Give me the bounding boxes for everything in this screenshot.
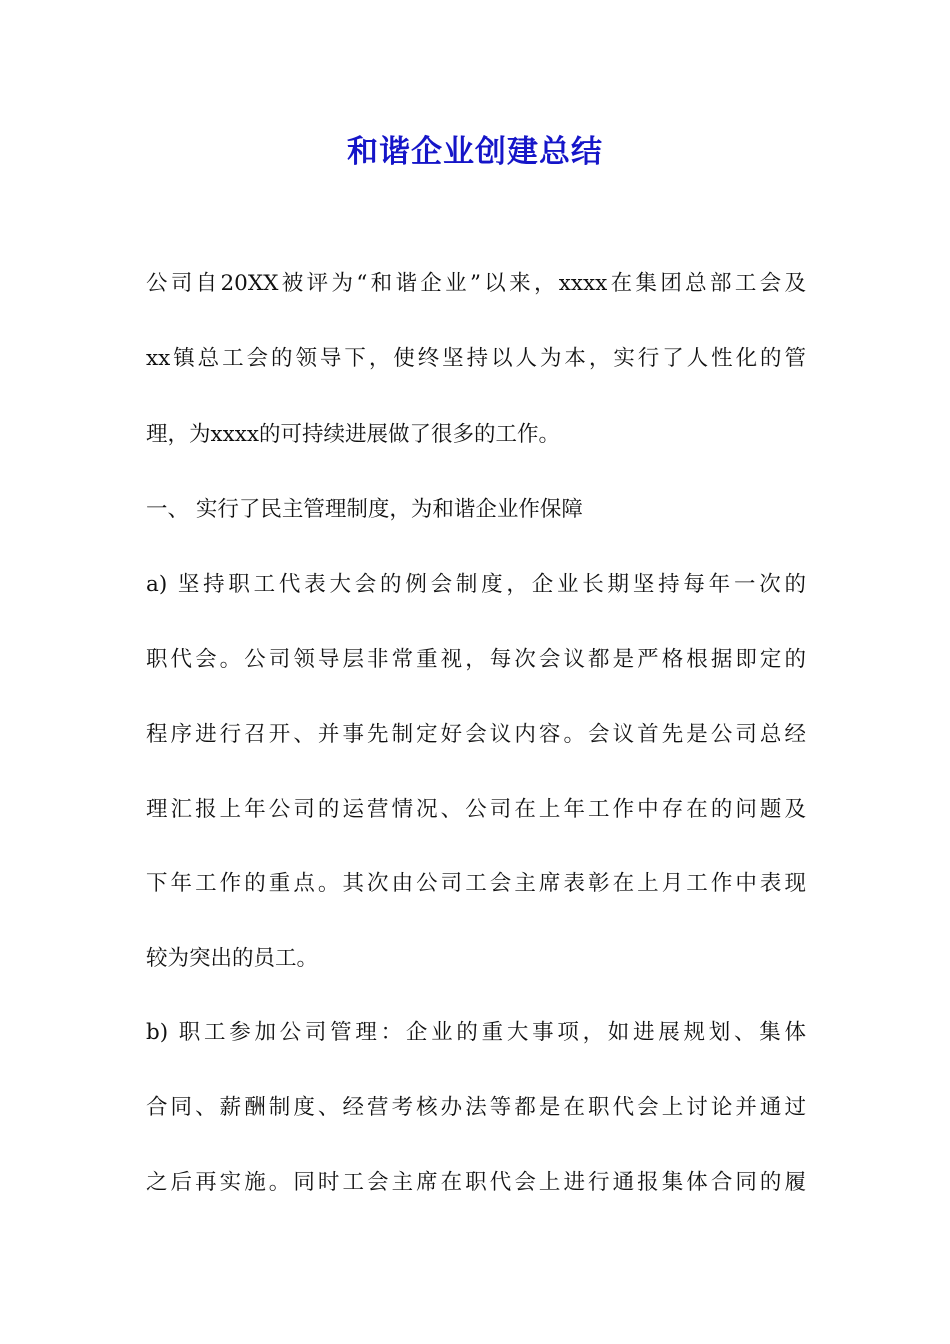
paragraph-line: 职代会。公司领导层非常重视，每次会议都是严格根据即定的 [146, 647, 806, 672]
paragraph-line: 合同、薪酬制度、经营考核办法等都是在职代会上讨论并通过 [146, 1095, 806, 1120]
paragraph-line: 之后再实施。同时工会主席在职代会上进行通报集体合同的履 [146, 1170, 806, 1195]
section-heading: 一、 实行了民主管理制度，为和谐企业作保障 [146, 497, 583, 522]
paragraph-line: 理汇报上年公司的运营情况、公司在上年工作中存在的问题及 [146, 797, 806, 822]
document-title: 和谐企业创建总结 [347, 134, 603, 170]
paragraph-line: 程序进行召开、并事先制定好会议内容。会议首先是公司总经 [146, 722, 806, 747]
paragraph-line: b) 职工参加公司管理：企业的重大事项，如进展规划、集体 [146, 1020, 806, 1045]
paragraph-line: 公司自20XX被评为“和谐企业”以来，xxxx在集团总部工会及 [146, 271, 806, 296]
paragraph-line: a) 坚持职工代表大会的例会制度，企业长期坚持每年一次的 [146, 572, 806, 597]
paragraph-line: 较为突出的员工。 [146, 946, 319, 971]
paragraph-line: 下年工作的重点。其次由公司工会主席表彰在上月工作中表现 [146, 871, 806, 896]
paragraph-line: xx镇总工会的领导下，使终坚持以人为本，实行了人性化的管 [146, 346, 806, 371]
paragraph-line: 理，为xxxx的可持续进展做了很多的工作。 [146, 422, 561, 447]
